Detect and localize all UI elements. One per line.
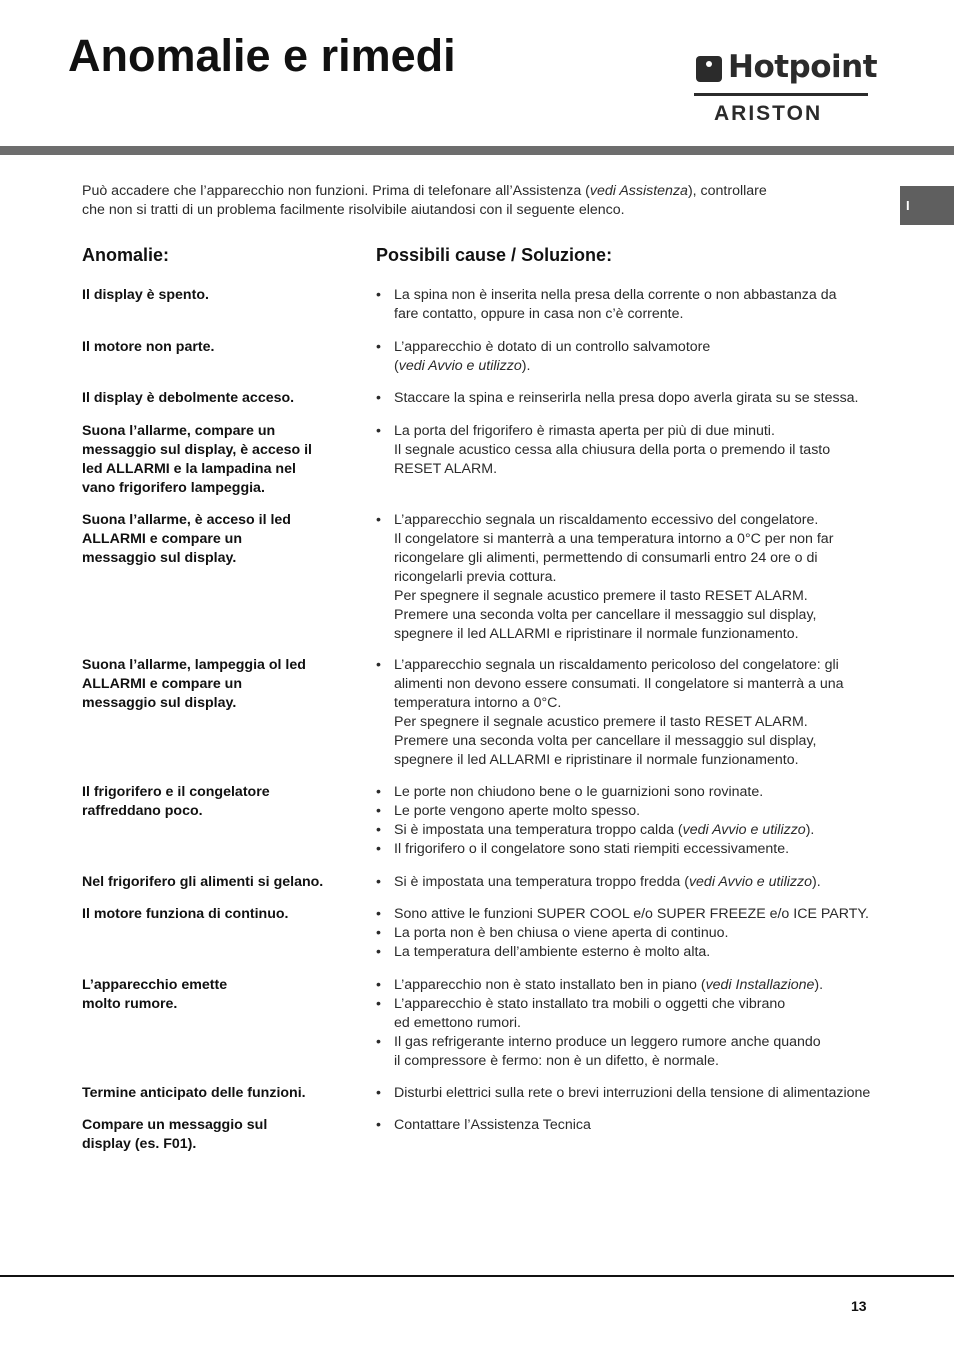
cause-item: [376, 511, 896, 644]
intro-text-line2: che non si tratti di un problema facilmente risolvibile aiutandosi con il seguente elenco.: [82, 202, 625, 218]
cause-item: [376, 905, 896, 924]
cause-line: ricongelarli previa cottura.: [394, 569, 557, 585]
anomaly-line: Nel frigorifero gli alimenti si gelano.: [82, 874, 324, 890]
intro-reference: vedi Assistenza: [589, 183, 688, 199]
anomaly-label: [82, 905, 352, 924]
cause-line: • L’apparecchio segnala un riscaldamento pericoloso del congelatore: gli: [394, 657, 839, 673]
anomalies-heading: Anomalie:: [82, 245, 170, 265]
cause-list: [376, 976, 896, 1071]
brand-name: Hotpoint: [728, 49, 878, 85]
anomaly-label: [82, 511, 352, 568]
language-tab: I: [900, 186, 954, 225]
anomaly-label: [82, 422, 352, 498]
causes-heading: Possibili cause / Soluzione:: [376, 245, 613, 265]
anomaly-line: led ALLARMI e la lampadina nel: [82, 461, 296, 477]
cause-line: • L’apparecchio è stato installato tra mobili o oggetti che vibrano: [394, 996, 786, 1012]
cause-item: [376, 286, 896, 324]
cause-line: • Le porte vengono aperte molto spesso.: [394, 803, 641, 819]
cause-item: [376, 924, 896, 943]
footer-divider: [0, 1275, 954, 1277]
cause-item: [376, 873, 896, 892]
anomaly-line: molto rumore.: [82, 996, 178, 1012]
cause-item: [376, 422, 896, 479]
cause-line: Per spegnere il segnale acustico premere il tasto RESET ALARM.: [394, 588, 808, 604]
cause-list: [376, 1116, 896, 1135]
cross-reference: vedi Avvio e utilizzo: [682, 822, 806, 838]
cause-item: [376, 1116, 896, 1135]
cause-list: [376, 389, 896, 408]
cause-line: • Disturbi elettrici sulla rete o brevi interruzioni della tensione di alimentazione: [394, 1085, 871, 1101]
cause-list: [376, 656, 896, 770]
cause-line: fare contatto, oppure in casa non c’è corrente.: [394, 306, 684, 322]
cause-line: temperatura intorno a 0°C.: [394, 695, 562, 711]
cause-line: • L’apparecchio non è stato installato ben in piano (vedi Installazione).: [394, 977, 824, 993]
anomaly-line: Il display è spento.: [82, 287, 209, 303]
anomaly-label: [82, 286, 352, 305]
intro-text-before: Può accadere che l’apparecchio non funzioni. Prima di telefonare all’Assistenza (: [82, 183, 590, 199]
cause-item: [376, 1084, 896, 1103]
intro-text-after: ), controllare: [687, 183, 767, 199]
cause-line: • L’apparecchio è dotato di un controllo salvamotore: [394, 339, 711, 355]
anomaly-line: Suona l’allarme, lampeggia ol led: [82, 657, 306, 673]
intro-paragraph: [82, 182, 832, 220]
anomaly-line: L’apparecchio emette: [82, 977, 228, 993]
cause-line: ricongelare gli alimenti, permettendo di consumarli entro 24 ore o di: [394, 550, 818, 566]
cause-line: spegnere il led ALLARMI e ripristinare il normale funzionamento.: [394, 626, 799, 642]
cause-line: ed emettono rumori.: [394, 1015, 521, 1031]
cause-line: Premere una seconda volta per cancellare il messaggio sul display,: [394, 733, 817, 749]
cause-line: • Staccare la spina e reinserirla nella presa dopo averla girata su se stessa.: [394, 390, 859, 406]
cause-item: [376, 1033, 896, 1071]
cause-list: [376, 511, 896, 644]
cause-line: • Si è impostata una temperatura troppo fredda (vedi Avvio e utilizzo).: [394, 874, 821, 890]
cause-list: [376, 338, 896, 376]
hotpoint-ariston-logo: [694, 49, 878, 126]
cause-list: [376, 783, 896, 859]
cause-line: (vedi Avvio e utilizzo).: [394, 358, 531, 374]
logo-divider: [694, 93, 868, 96]
anomaly-line: Compare un messaggio sul: [82, 1117, 268, 1133]
page-title: Anomalie e rimedi: [68, 30, 456, 81]
page-number: 13: [851, 1298, 867, 1314]
cause-line: • Sono attive le funzioni SUPER COOL e/o SUPER FREEZE e/o ICE PARTY.: [394, 906, 869, 922]
cause-item: [376, 821, 896, 840]
cause-item: [376, 802, 896, 821]
cause-list: [376, 422, 896, 479]
anomaly-line: messaggio sul display.: [82, 695, 237, 711]
cause-line: spegnere il led ALLARMI e ripristinare il normale funzionamento.: [394, 752, 799, 768]
brand-subname: ARISTON: [714, 102, 823, 125]
cause-line: • Contattare l’Assistenza Tecnica: [394, 1117, 591, 1133]
cause-line: • Le porte non chiudono bene o le guarnizioni sono rovinate.: [394, 784, 764, 800]
cause-line: • Il frigorifero o il congelatore sono stati riempiti eccessivamente.: [394, 841, 790, 857]
cause-line: RESET ALARM.: [394, 461, 498, 477]
anomaly-label: [82, 1116, 352, 1154]
cause-list: [376, 905, 896, 962]
cause-line: • La porta non è ben chiusa o viene aperta di continuo.: [394, 925, 729, 941]
anomaly-label: [82, 1084, 352, 1103]
cause-item: [376, 995, 896, 1033]
cause-item: [376, 656, 896, 770]
anomaly-line: ALLARMI e compare un: [82, 676, 243, 692]
cause-item: [376, 783, 896, 802]
cause-item: [376, 976, 896, 995]
cause-line: • Si è impostata una temperatura troppo calda (vedi Avvio e utilizzo).: [394, 822, 815, 838]
cause-line: • La porta del frigorifero è rimasta aperta per più di due minuti.: [394, 423, 775, 439]
anomaly-line: ALLARMI e compare un: [82, 531, 243, 547]
anomaly-line: Il display è debolmente acceso.: [82, 390, 295, 406]
cause-line: il compressore è fermo: non è un difetto, è normale.: [394, 1053, 719, 1069]
cause-line: Il segnale acustico cessa alla chiusura della porta o premendo il tasto: [394, 442, 831, 458]
cross-reference: vedi Installazione: [705, 977, 815, 993]
cause-item: [376, 840, 896, 859]
cause-line: • La temperatura dell’ambiente esterno è molto alta.: [394, 944, 711, 960]
anomaly-label: [82, 783, 352, 821]
anomaly-line: Suona l’allarme, è acceso il led: [82, 512, 291, 528]
anomaly-line: Il motore funziona di continuo.: [82, 906, 289, 922]
cause-line: Premere una seconda volta per cancellare il messaggio sul display,: [394, 607, 817, 623]
anomaly-line: Il motore non parte.: [82, 339, 215, 355]
cause-line: • L’apparecchio segnala un riscaldamento eccessivo del congelatore.: [394, 512, 819, 528]
cause-line: Per spegnere il segnale acustico premere il tasto RESET ALARM.: [394, 714, 808, 730]
anomaly-line: messaggio sul display, è acceso il: [82, 442, 312, 458]
anomaly-label: [82, 976, 352, 1014]
header-divider: [0, 146, 954, 155]
cross-reference: vedi Avvio e utilizzo: [688, 874, 812, 890]
anomaly-label: [82, 338, 352, 357]
cause-line: • La spina non è inserita nella presa della corrente o non abbastanza da: [394, 287, 837, 303]
anomaly-line: messaggio sul display.: [82, 550, 237, 566]
anomaly-label: [82, 873, 352, 892]
cause-item: [376, 338, 896, 376]
cause-list: [376, 1084, 896, 1103]
cause-item: [376, 943, 896, 962]
cause-line: alimenti non devono essere consumati. Il congelatore si manterrà a una: [394, 676, 844, 692]
anomaly-line: Suona l’allarme, compare un: [82, 423, 276, 439]
anomaly-line: display (es. F01).: [82, 1136, 197, 1152]
anomaly-label: [82, 656, 352, 713]
cause-list: [376, 286, 896, 324]
brand-mark-icon: [696, 56, 722, 82]
cross-reference: vedi Avvio e utilizzo: [398, 358, 522, 374]
anomaly-label: [82, 389, 352, 408]
cause-line: • Il gas refrigerante interno produce un leggero rumore anche quando: [394, 1034, 821, 1050]
anomaly-line: Il frigorifero e il congelatore: [82, 784, 270, 800]
anomaly-line: raffreddano poco.: [82, 803, 203, 819]
cause-item: [376, 389, 896, 408]
cause-line: Il congelatore si manterrà a una temperatura intorno a 0°C per non far: [394, 531, 834, 547]
anomaly-line: vano frigorifero lampeggia.: [82, 480, 265, 496]
anomaly-line: Termine anticipato delle funzioni.: [82, 1085, 306, 1101]
cause-list: [376, 873, 896, 892]
